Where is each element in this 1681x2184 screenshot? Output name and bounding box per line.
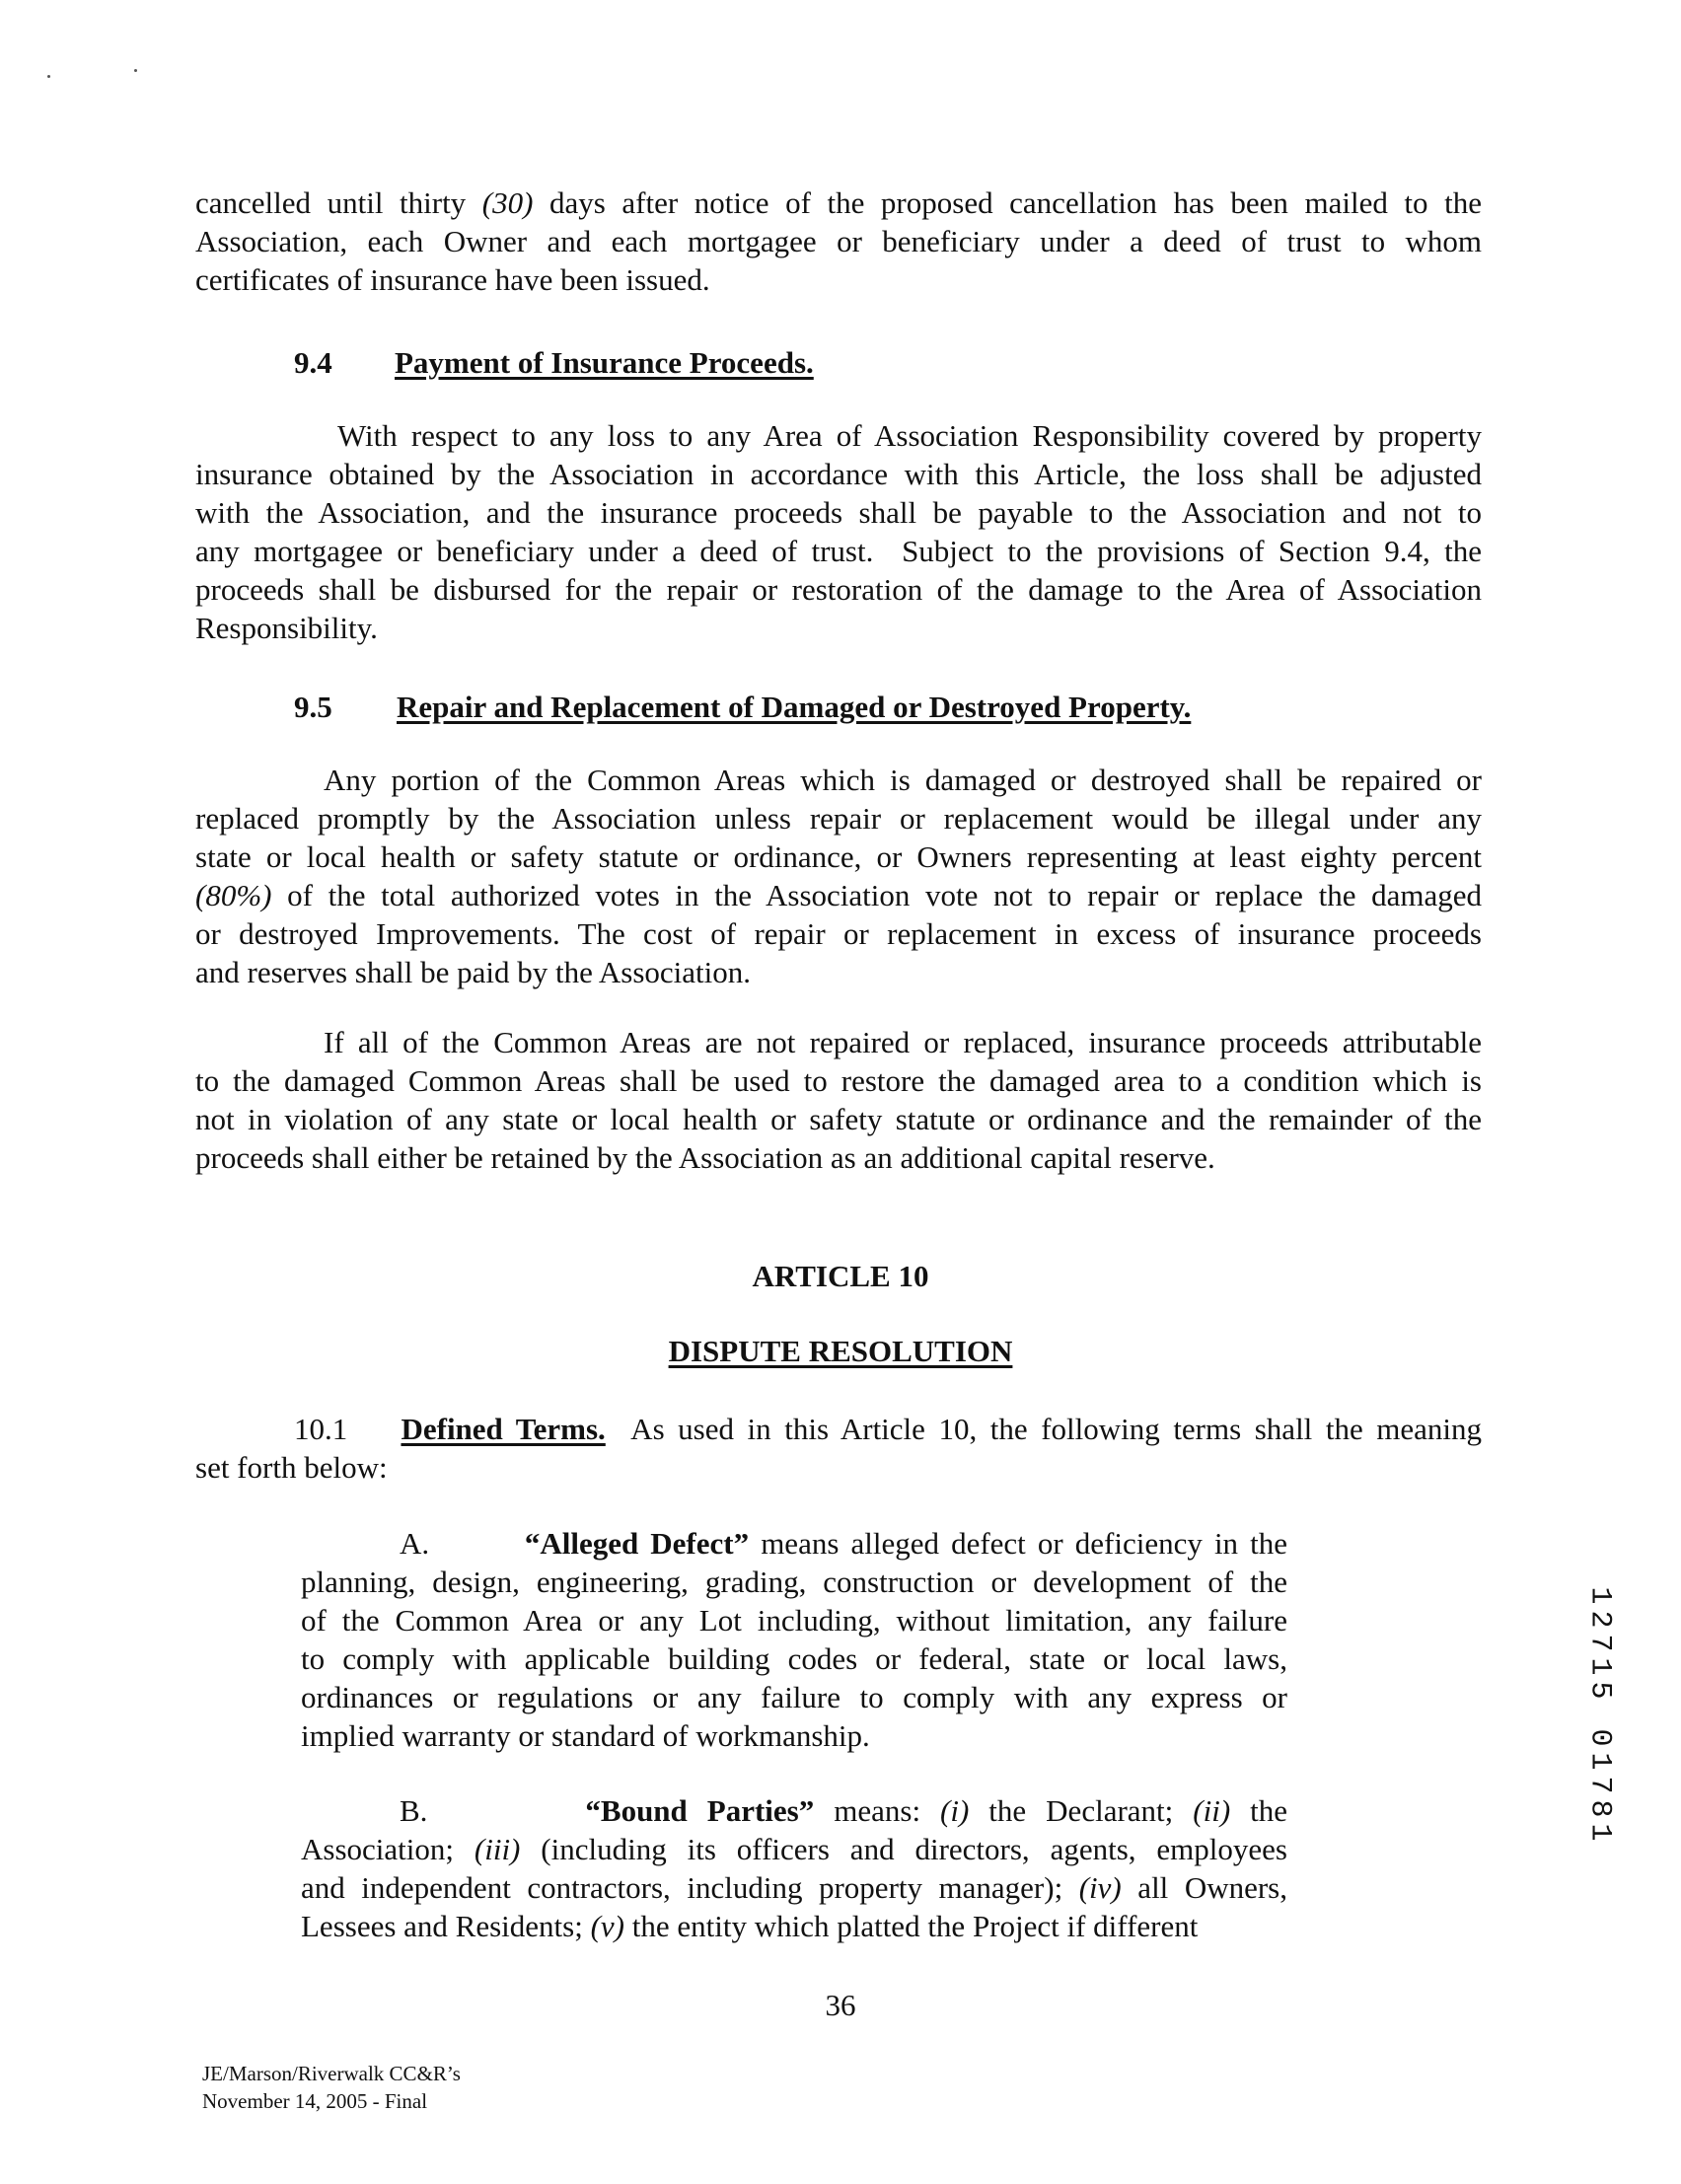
article-title — [0, 1334, 1681, 1369]
italic-text: (ii) — [1193, 1793, 1231, 1828]
definition-alleged-defect — [301, 1524, 1287, 1755]
section-number: 9.4 — [294, 345, 332, 380]
text-segment: not in violation of any state or local health or safety statute or ordinance and the remainder of the — [195, 1102, 1482, 1136]
text-segment: of the Common Area or any Lot including, without limitation, any failure — [301, 1603, 1287, 1638]
defined-term: Defined Terms. — [401, 1412, 606, 1446]
side-stamp-digit: 1 — [1582, 1752, 1617, 1771]
text-line — [195, 455, 1482, 493]
text-segment: or destroyed Improvements. The cost of repair or replacement in excess of insurance proceeds — [195, 916, 1482, 951]
text-segment: B. — [400, 1793, 586, 1828]
text-line — [195, 914, 1482, 953]
text-segment: the entity which platted the Project if different — [623, 1909, 1199, 1943]
text-segment: Association, each Owner and each mortgagee or beneficiary under a deed of trust to whom — [195, 224, 1482, 258]
text-segment: A. — [400, 1526, 525, 1561]
text-segment: Lessees and Residents; — [301, 1909, 591, 1943]
text-line — [195, 1061, 1482, 1100]
text-line — [195, 1448, 1482, 1487]
side-stamp-digit: 2 — [1582, 1610, 1617, 1629]
text-segment: all Owners, — [1121, 1870, 1287, 1905]
side-stamp-digit: 5 — [1582, 1681, 1617, 1700]
text-segment: proceeds shall either be retained by the Association as an additional capital reserve. — [195, 1140, 1215, 1175]
section-title: Payment of Insurance Proceeds. — [395, 345, 814, 380]
text-segment: insurance obtained by the Association in accordance with this Article, the loss shall be adjusted — [195, 457, 1482, 491]
text-segment: certificates of insurance have been issued. — [195, 262, 710, 297]
text-line — [195, 493, 1482, 532]
text-segment: cancelled until thirty — [195, 185, 482, 220]
text-segment: to comply with applicable building codes or federal, state or local laws, — [301, 1641, 1287, 1676]
scan-speck — [47, 75, 50, 78]
text-line — [195, 222, 1482, 260]
text-line — [301, 1524, 1287, 1563]
text-segment: means: — [814, 1793, 941, 1828]
italic-text: (iv) — [1078, 1870, 1122, 1905]
text-line — [195, 1023, 1482, 1061]
section-title: Repair and Replacement of Damaged or Destroyed Property. — [397, 690, 1192, 724]
text-line — [301, 1716, 1287, 1755]
side-stamp-digit: 7 — [1582, 1776, 1617, 1794]
italic-text: (v) — [590, 1909, 624, 1943]
article-label: ARTICLE 10 — [752, 1259, 929, 1293]
section-number: 9.5 — [294, 690, 332, 724]
text-segment: any mortgagee or beneficiary under a deed of trust. Subject to the provisions of Section 9.4, the — [195, 534, 1482, 568]
text-segment: Association; — [301, 1832, 475, 1866]
text-line — [195, 876, 1482, 914]
side-stamp-digit: 0 — [1582, 1728, 1617, 1747]
section-9-5-heading — [294, 688, 1192, 726]
side-stamp-digit: 8 — [1582, 1799, 1617, 1818]
text-line — [195, 1138, 1482, 1177]
italic-text: (80%) — [195, 878, 272, 912]
text-line — [301, 1830, 1287, 1868]
text-segment: With respect to any loss to any Area of Association Responsibility covered by property — [337, 418, 1482, 453]
text-line — [301, 1868, 1287, 1907]
text-segment: and reserves shall be paid by the Association. — [195, 955, 752, 989]
paragraph-common-areas-not-repaired — [195, 1023, 1482, 1177]
italic-text: (30) — [481, 185, 534, 220]
text-line — [195, 532, 1482, 570]
text-line — [195, 953, 1482, 991]
text-line — [301, 1907, 1287, 1945]
text-segment: 10.1 — [294, 1412, 402, 1446]
article-title-text: DISPUTE RESOLUTION — [668, 1334, 1013, 1368]
side-stamp-digit: 1 — [1582, 1657, 1617, 1676]
text-segment: means alleged defect or deficiency in the — [749, 1526, 1288, 1561]
text-segment: state or local health or safety statute or ordinance, or Owners representing at least eighty percent — [195, 839, 1482, 874]
side-stamp-digit: 1 — [1582, 1586, 1617, 1605]
text-segment: planning, design, engineering, grading, construction or development of the — [301, 1565, 1287, 1599]
text-line — [301, 1791, 1287, 1830]
text-line — [195, 837, 1482, 876]
page-number: 36 — [825, 1988, 856, 2022]
paragraph-payment-of-proceeds — [195, 416, 1482, 647]
text-segment: replaced promptly by the Association unless repair or replacement would be illegal under any — [195, 801, 1482, 836]
text-segment: implied warranty or standard of workmanship. — [301, 1718, 870, 1753]
side-stamp-digit: 1 — [1582, 1823, 1617, 1842]
text-line — [195, 183, 1482, 222]
text-segment: and independent contractors, including property manager); — [301, 1870, 1079, 1905]
text-segment: of the total authorized votes in the Association vote not to repair or replace the damaged — [271, 878, 1482, 912]
side-stamp-digit: 7 — [1582, 1634, 1617, 1652]
italic-text: (iii) — [474, 1832, 521, 1866]
definition-bound-parties — [301, 1791, 1287, 1945]
text-segment: If all of the Common Areas are not repaired or replaced, insurance proceeds attributable — [324, 1025, 1482, 1059]
text-segment: proceeds shall be disbursed for the repair or restoration of the damage to the Area of Association — [195, 572, 1482, 607]
footer-document-id: JE/Marson/Riverwalk CC&R’s — [202, 2062, 461, 2085]
section-9-4-heading — [294, 343, 814, 382]
defined-term: “Alleged Defect” — [524, 1526, 750, 1561]
text-line — [195, 260, 1482, 299]
text-segment: to the damaged Common Areas shall be used to restore the damaged area to a condition which is — [195, 1063, 1482, 1098]
text-segment: (including its officers and directors, agents, employees — [520, 1832, 1287, 1866]
text-segment: As used in this Article 10, the following terms shall the meaning — [605, 1412, 1483, 1446]
italic-text: (i) — [940, 1793, 970, 1828]
paragraph-cancellation-notice — [195, 183, 1482, 299]
section-10-1-defined-terms — [195, 1410, 1482, 1487]
defined-term: “Bound Parties” — [585, 1793, 815, 1828]
scan-speck — [134, 69, 137, 72]
text-line — [195, 609, 1482, 647]
text-line — [301, 1678, 1287, 1716]
text-line — [195, 570, 1482, 609]
text-segment: set forth below: — [195, 1450, 388, 1485]
text-line — [301, 1601, 1287, 1639]
text-segment: days after notice of the proposed cancellation has been mailed to the — [533, 185, 1482, 220]
footer-date: November 14, 2005 - Final — [202, 2089, 428, 2113]
text-line — [301, 1639, 1287, 1678]
text-segment: Responsibility. — [195, 611, 378, 645]
text-segment: with the Association, and the insurance proceeds shall be payable to the Association and not to — [195, 495, 1482, 530]
text-line — [195, 416, 1482, 455]
text-line — [301, 1563, 1287, 1601]
text-line — [195, 1410, 1482, 1448]
text-segment: the — [1230, 1793, 1288, 1828]
paragraph-repair-replacement — [195, 761, 1482, 991]
text-line — [195, 761, 1482, 799]
text-line — [195, 1100, 1482, 1138]
text-line — [195, 799, 1482, 837]
text-segment: ordinances or regulations or any failure to comply with any express or — [301, 1680, 1287, 1714]
text-segment: Any portion of the Common Areas which is damaged or destroyed shall be repaired or — [324, 763, 1482, 797]
text-segment: the Declarant; — [969, 1793, 1194, 1828]
